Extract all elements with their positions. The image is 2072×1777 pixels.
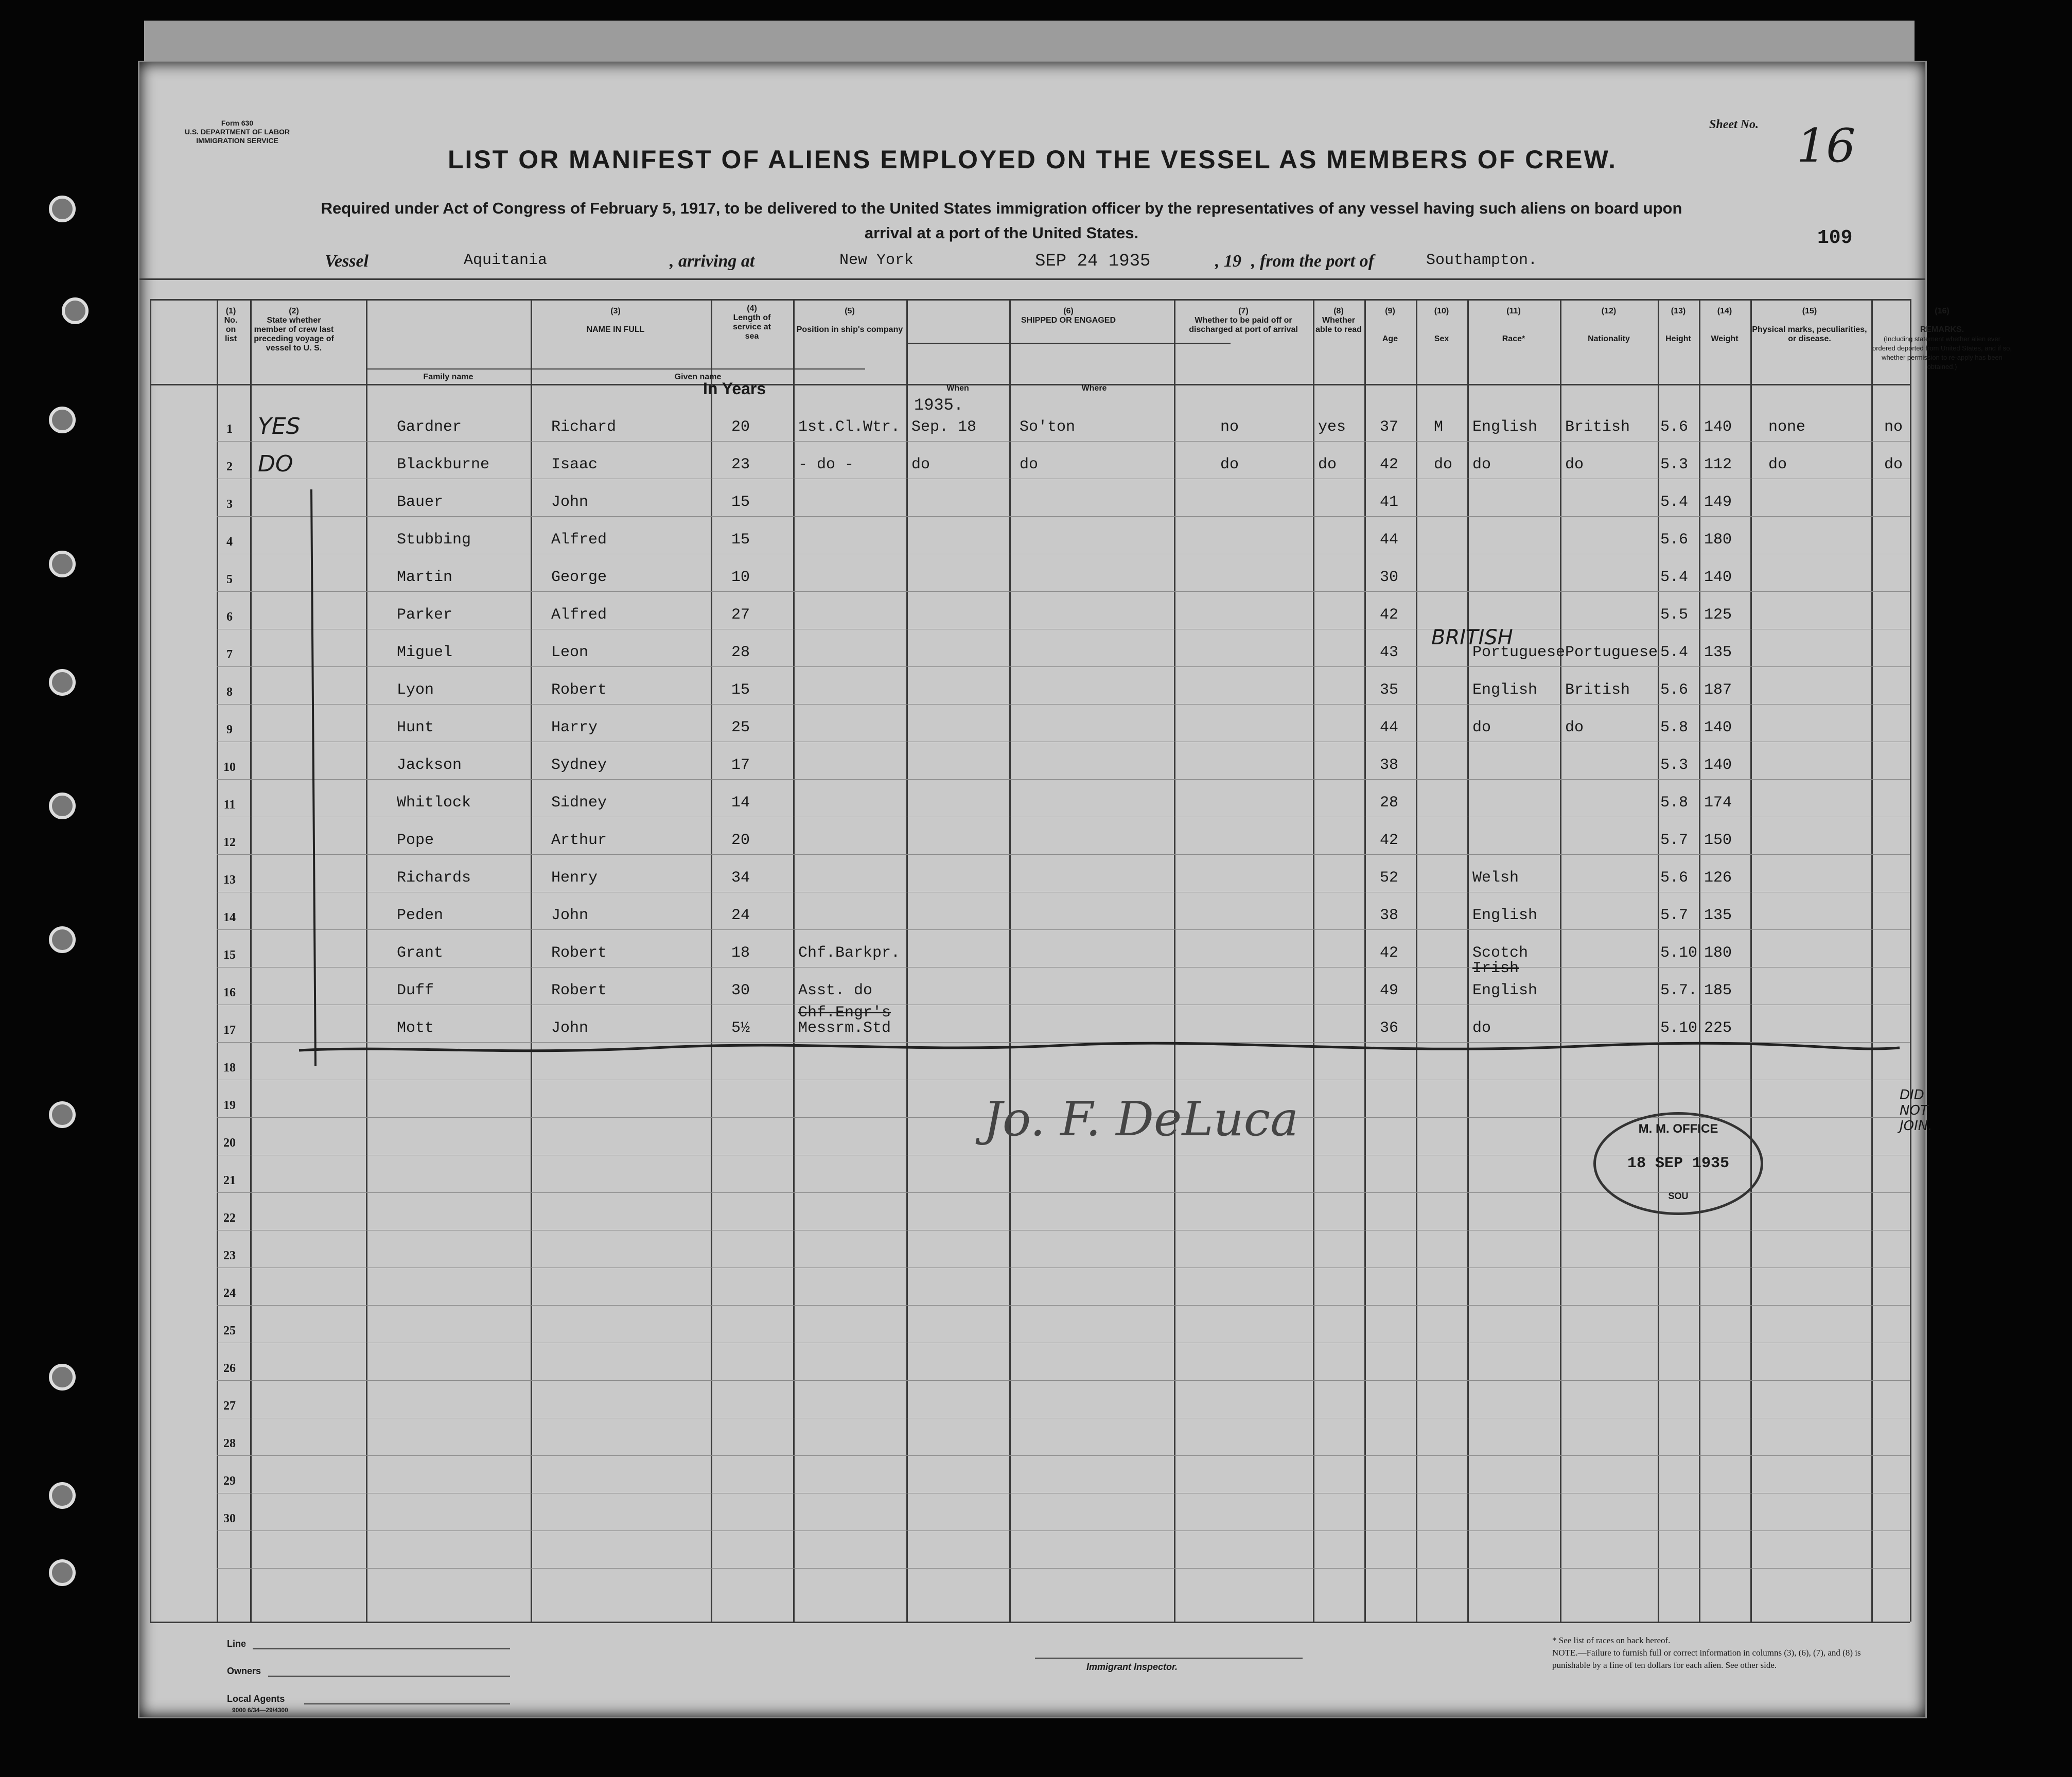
crew-service: 23 [731, 456, 750, 473]
col-given-name: Given name [674, 373, 722, 381]
crew-race: do [1472, 719, 1491, 736]
col-nationality: Nationality [1588, 335, 1630, 343]
col-10-num: (10) [1434, 307, 1449, 315]
footer-agents-label: Local Agents [227, 1694, 285, 1704]
col-family-name: Family name [423, 373, 473, 381]
col-6-num: (6) [1063, 307, 1074, 315]
sheet-label: Sheet No. [1709, 118, 1759, 131]
crew-service: 5½ [731, 1019, 750, 1037]
crew-given: Alfred [551, 606, 607, 624]
col-13-num: (13) [1671, 307, 1686, 315]
crew-height: 5.7. [1660, 982, 1698, 999]
row-number: 2 [226, 460, 233, 473]
row-number: 27 [223, 1399, 236, 1413]
crew-service: 20 [731, 832, 750, 849]
crew-service: 17 [731, 756, 750, 774]
col-race: Race* [1502, 335, 1525, 343]
crew-position: Asst. do [798, 982, 873, 999]
col-15-num: (15) [1802, 307, 1817, 315]
row-number: 15 [223, 948, 236, 962]
col-height: Height [1665, 335, 1691, 343]
crew-race: Scotch [1472, 944, 1529, 962]
row-number: 3 [226, 498, 233, 511]
crew-race-struck: Irish [1472, 960, 1519, 977]
crew-family: Martin [397, 569, 453, 586]
crew-given: Sydney [551, 756, 607, 774]
binder-hole [49, 1482, 76, 1509]
crew-family: Stubbing [397, 531, 471, 549]
races-note: * See list of races on back hereof. [1552, 1635, 1671, 1645]
crew-age: 52 [1380, 869, 1399, 887]
crew-weight: 180 [1704, 944, 1732, 962]
crew-family: Mott [397, 1019, 434, 1037]
crew-physical: do [1768, 456, 1787, 473]
col-name-in-full: NAME IN FULL [586, 325, 645, 334]
crew-given: John [551, 494, 589, 511]
col-5-num: (5) [845, 307, 855, 315]
crew-paid: do [1220, 456, 1239, 473]
inspector-label: Immigrant Inspector. [1086, 1662, 1178, 1672]
col-remarks-sub: (Including statement whether alien ever ordered deported from United States, and if so, whether permission to re-apply has been obtained.) [1872, 335, 2012, 371]
crew-family: Parker [397, 606, 453, 624]
crew-height: 5.10 [1660, 1019, 1698, 1037]
crew-nationality: British [1565, 681, 1630, 699]
signature: Jo. F. DeLuca [984, 1092, 1299, 1147]
footer-line-label: Line [227, 1639, 247, 1649]
col-12-num: (12) [1601, 307, 1617, 315]
crew-height: 5.8 [1660, 794, 1689, 812]
crew-height: 5.3 [1660, 456, 1689, 473]
crew-service: 24 [731, 907, 750, 924]
row-number: 25 [223, 1324, 236, 1338]
did-not-join-note: DID NOT JOIN. [1900, 1087, 1933, 1134]
crew-age: 49 [1380, 982, 1399, 999]
row-number: 13 [223, 873, 236, 887]
footer-line-rule [253, 1648, 510, 1649]
crew-family: Gardner [397, 418, 462, 436]
col-when: When [946, 384, 969, 393]
stamp-date: 18 SEP 1935 [1627, 1155, 1730, 1172]
from-port-label: , from the port of [1251, 252, 1374, 271]
row-number: 1 [226, 423, 233, 436]
col-7-num: (7) [1238, 307, 1249, 315]
row-number: 11 [223, 798, 236, 812]
col-4-num: (4) [747, 304, 757, 313]
crew-height: 5.4 [1660, 569, 1689, 586]
crew-service: 28 [731, 644, 750, 661]
crew-age: 42 [1380, 832, 1399, 849]
crew-nationality: Portuguese [1565, 644, 1658, 661]
row-number: 18 [223, 1061, 236, 1075]
crew-given: Isaac [551, 456, 598, 473]
crew-service: 10 [731, 569, 750, 586]
crew-height: 5.7 [1660, 907, 1689, 924]
col-able-read: Whether able to read [1315, 316, 1362, 334]
row-number: 9 [226, 723, 233, 736]
crew-family: Blackburne [397, 456, 490, 473]
row-number: 26 [223, 1362, 236, 1375]
row-number: 12 [223, 836, 236, 849]
year-header: 1935. [914, 396, 964, 415]
crew-given: Arthur [551, 832, 607, 849]
row-number: 30 [223, 1512, 236, 1525]
departure-port: Southampton. [1426, 252, 1538, 269]
fine-note: NOTE.—Failure to furnish full or correct information in columns (3), (6), (7), and (8) is punishable by a fine of ten dollars for each alien. See other side. [1552, 1648, 1861, 1670]
crew-when: Sep. 18 [911, 418, 977, 436]
service: IMMIGRATION SERVICE [196, 136, 278, 145]
col-where: Where [1081, 384, 1107, 393]
row-number: 24 [223, 1287, 236, 1300]
row-number: 4 [226, 535, 233, 549]
crew-weight: 140 [1704, 719, 1732, 736]
crew-family: Duff [397, 982, 434, 999]
row-number: 29 [223, 1474, 236, 1488]
col-in-years: In Years [703, 379, 766, 398]
crew-remarks: no [1884, 418, 1903, 436]
crew-age: 28 [1380, 794, 1399, 812]
col-11-num: (11) [1506, 307, 1521, 315]
crew-service: 27 [731, 606, 750, 624]
crew-paid: no [1220, 418, 1239, 436]
vessel-name: Aquitania [464, 252, 548, 269]
footer-owners-rule [268, 1676, 510, 1677]
crew-height: 5.4 [1660, 494, 1689, 511]
print-code: 9000 6/34—29/4300 [232, 1706, 288, 1714]
binder-hole [49, 407, 76, 433]
crew-given: Henry [551, 869, 598, 887]
col-length-service: Length of service at sea [733, 313, 771, 341]
crew-physical: none [1768, 418, 1806, 436]
crew-weight: 150 [1704, 832, 1732, 849]
col-2-num: (2) [289, 307, 299, 315]
crew-race: Portuguese [1472, 644, 1566, 661]
col-no-on-list: No. on list [224, 316, 238, 343]
crew-weight: 140 [1704, 418, 1732, 436]
crew-family: Whitlock [397, 794, 471, 812]
binder-hole [49, 1559, 76, 1586]
crew-height: 5.6 [1660, 681, 1689, 699]
crew-age: 41 [1380, 494, 1399, 511]
crew-given: John [551, 1019, 589, 1037]
crew-where: do [1020, 456, 1039, 473]
crew-nationality: do [1565, 719, 1584, 736]
crew-service: 25 [731, 719, 750, 736]
crew-service: 20 [731, 418, 750, 436]
crew-age: 44 [1380, 719, 1399, 736]
crew-given: Robert [551, 982, 607, 999]
col-14-num: (14) [1717, 307, 1732, 315]
crew-family: Peden [397, 907, 444, 924]
crew-given: Richard [551, 418, 617, 436]
crew-height: 5.4 [1660, 644, 1689, 661]
crew-weight: 126 [1704, 869, 1732, 887]
crew-height: 5.6 [1660, 418, 1689, 436]
crew-height: 5.6 [1660, 869, 1689, 887]
binder-hole [62, 297, 89, 324]
crew-weight: 112 [1704, 456, 1732, 473]
crew-age: 42 [1380, 944, 1399, 962]
crew-race: English [1472, 907, 1538, 924]
col-3-num: (3) [610, 307, 621, 315]
row-number: 22 [223, 1211, 236, 1225]
crew-given: Robert [551, 681, 607, 699]
crew-given: John [551, 907, 589, 924]
crew-family: Richards [397, 869, 471, 887]
row-number: 5 [226, 573, 233, 586]
crew-family: Hunt [397, 719, 434, 736]
crew-height: 5.8 [1660, 719, 1689, 736]
binder-hole [49, 551, 76, 577]
strike-lines-svg [139, 62, 1925, 1717]
crew-sex: M [1434, 418, 1444, 436]
col-state-whether: State whether member of crew last preceding voyage of vessel to U. S. [254, 316, 334, 353]
crew-weight: 125 [1704, 606, 1732, 624]
crew-given: Robert [551, 944, 607, 962]
crew-height: 5.5 [1660, 606, 1689, 624]
crew-age: 44 [1380, 531, 1399, 549]
inspector-rule [1035, 1658, 1303, 1659]
footer-owners-label: Owners [227, 1666, 261, 1676]
crew-nationality: British [1565, 418, 1630, 436]
crew-service: 15 [731, 494, 750, 511]
col-remarks: REMARKS. [1920, 325, 1964, 334]
crew-given: Harry [551, 719, 598, 736]
col-9-num: (9) [1385, 307, 1395, 315]
crew-weight: 135 [1704, 644, 1732, 661]
crew-race: Welsh [1472, 869, 1519, 887]
crew-weight: 174 [1704, 794, 1732, 812]
crew-position-struck: Chf.Engr's [798, 1004, 891, 1022]
row-number: 19 [223, 1099, 236, 1112]
stamp-office: M. M. OFFICE [1638, 1122, 1718, 1136]
crew-age: 35 [1380, 681, 1399, 699]
footer-agents-rule [304, 1703, 510, 1704]
crew-height: 5.3 [1660, 756, 1689, 774]
binder-hole [49, 926, 76, 953]
did-not-join-strike-line [299, 1043, 1900, 1051]
col-position: Position in ship's company [796, 325, 903, 334]
crew-age: 38 [1380, 907, 1399, 924]
row-number: 8 [226, 685, 233, 699]
crew-service: 14 [731, 794, 750, 812]
page-title: LIST OR MANIFEST OF ALIENS EMPLOYED ON THE VESSEL AS MEMBERS OF CREW. [448, 145, 1617, 174]
crew-height: 5.7 [1660, 832, 1689, 849]
crew-given: Leon [551, 644, 589, 661]
crew-race: do [1472, 456, 1491, 473]
crew-position: Chf.Barkpr. [798, 944, 901, 962]
crew-service: 34 [731, 869, 750, 887]
crew-age: 42 [1380, 456, 1399, 473]
crew-remarks: do [1884, 456, 1903, 473]
col-16-num: (16) [1935, 307, 1950, 315]
row-number: 7 [226, 648, 233, 661]
sheet-number: 16 [1797, 119, 1856, 173]
crew-height: 5.10 [1660, 944, 1698, 962]
crew-weight: 140 [1704, 569, 1732, 586]
crew-age: 30 [1380, 569, 1399, 586]
crew-age: 43 [1380, 644, 1399, 661]
binder-hole [49, 1364, 76, 1391]
crew-weight: 187 [1704, 681, 1732, 699]
crew-age: 42 [1380, 606, 1399, 624]
crew-when: do [911, 456, 930, 473]
crew-family: Bauer [397, 494, 444, 511]
year-label: , 19 [1215, 252, 1241, 271]
crew-read: yes [1318, 418, 1346, 436]
crew-race: do [1472, 1019, 1491, 1037]
crew-state: YES [258, 413, 301, 439]
crew-weight: 225 [1704, 1019, 1732, 1037]
mm-office-stamp [1593, 1112, 1763, 1215]
row-number: 10 [223, 761, 236, 774]
crew-weight: 140 [1704, 756, 1732, 774]
page-subtitle: Required under Act of Congress of February 5, 1917, to be delivered to the United States immigration officer by the representatives of any vessel having such aliens on board upon arrival at a port of the United States. [321, 199, 1682, 242]
col-paid-off: Whether to be paid off or discharged at port of arrival [1189, 316, 1298, 334]
crew-position: 1st.Cl.Wtr. [798, 418, 901, 436]
arrival-port: New York [839, 252, 914, 269]
arriving-label: , arriving at [670, 252, 755, 271]
row-number: 23 [223, 1249, 236, 1262]
crew-age: 37 [1380, 418, 1399, 436]
arrival-date: SEP 24 1935 [1035, 252, 1151, 271]
crew-service: 15 [731, 531, 750, 549]
british-correction: BRITISH [1431, 626, 1513, 649]
crew-given: Alfred [551, 531, 607, 549]
row-number: 16 [223, 986, 236, 999]
crew-service: 15 [731, 681, 750, 699]
crew-age: 36 [1380, 1019, 1399, 1037]
binder-hole [49, 669, 76, 696]
form-number: Form 630 [221, 119, 254, 127]
stamped-number: 109 [1817, 227, 1853, 249]
crew-sex: do [1434, 456, 1453, 473]
col-8-num: (8) [1333, 307, 1344, 315]
crew-family: Miguel [397, 644, 453, 661]
crew-where: So'ton [1020, 418, 1076, 436]
col-shipped: SHIPPED OR ENGAGED [1021, 316, 1116, 325]
crew-position: Messrm.Std [798, 1019, 891, 1037]
crew-family: Jackson [397, 756, 462, 774]
crew-nationality: do [1565, 456, 1584, 473]
col-sex: Sex [1434, 335, 1449, 343]
col-weight: Weight [1711, 335, 1739, 343]
manifest-page [138, 61, 2012, 1718]
binder-hole [49, 1101, 76, 1128]
crew-family: Grant [397, 944, 444, 962]
crew-service: 30 [731, 982, 750, 999]
row-number: 14 [223, 911, 236, 924]
crew-read: do [1318, 456, 1337, 473]
crew-state: DO [258, 451, 293, 477]
department: U.S. DEPARTMENT OF LABOR [184, 128, 290, 136]
crew-family: Lyon [397, 681, 434, 699]
state-ditto-line [311, 489, 315, 1066]
crew-race: English [1472, 982, 1538, 999]
crew-height: 5.6 [1660, 531, 1689, 549]
crew-race: English [1472, 681, 1538, 699]
underlying-page-edge [144, 21, 1915, 62]
crew-weight: 135 [1704, 907, 1732, 924]
col-age: Age [1382, 335, 1398, 343]
vessel-label: Vessel [325, 252, 368, 271]
row-number: 28 [223, 1437, 236, 1450]
col-physical: Physical marks, peculiarities, or disease. [1752, 325, 1867, 343]
crew-weight: 185 [1704, 982, 1732, 999]
binder-hole [49, 196, 76, 222]
col-1-num: (1) [225, 307, 236, 315]
crew-weight: 180 [1704, 531, 1732, 549]
crew-service: 18 [731, 944, 750, 962]
binder-hole [49, 793, 76, 819]
crew-family: Pope [397, 832, 434, 849]
crew-race: English [1472, 418, 1538, 436]
stamp-place: SOU [1668, 1191, 1689, 1201]
row-number: 17 [223, 1024, 236, 1037]
row-number: 20 [223, 1136, 236, 1150]
crew-weight: 149 [1704, 494, 1732, 511]
crew-given: Sidney [551, 794, 607, 812]
row-number: 6 [226, 610, 233, 624]
row-number: 21 [223, 1174, 236, 1187]
crew-given: George [551, 569, 607, 586]
crew-age: 38 [1380, 756, 1399, 774]
crew-position: - do - [798, 456, 854, 473]
